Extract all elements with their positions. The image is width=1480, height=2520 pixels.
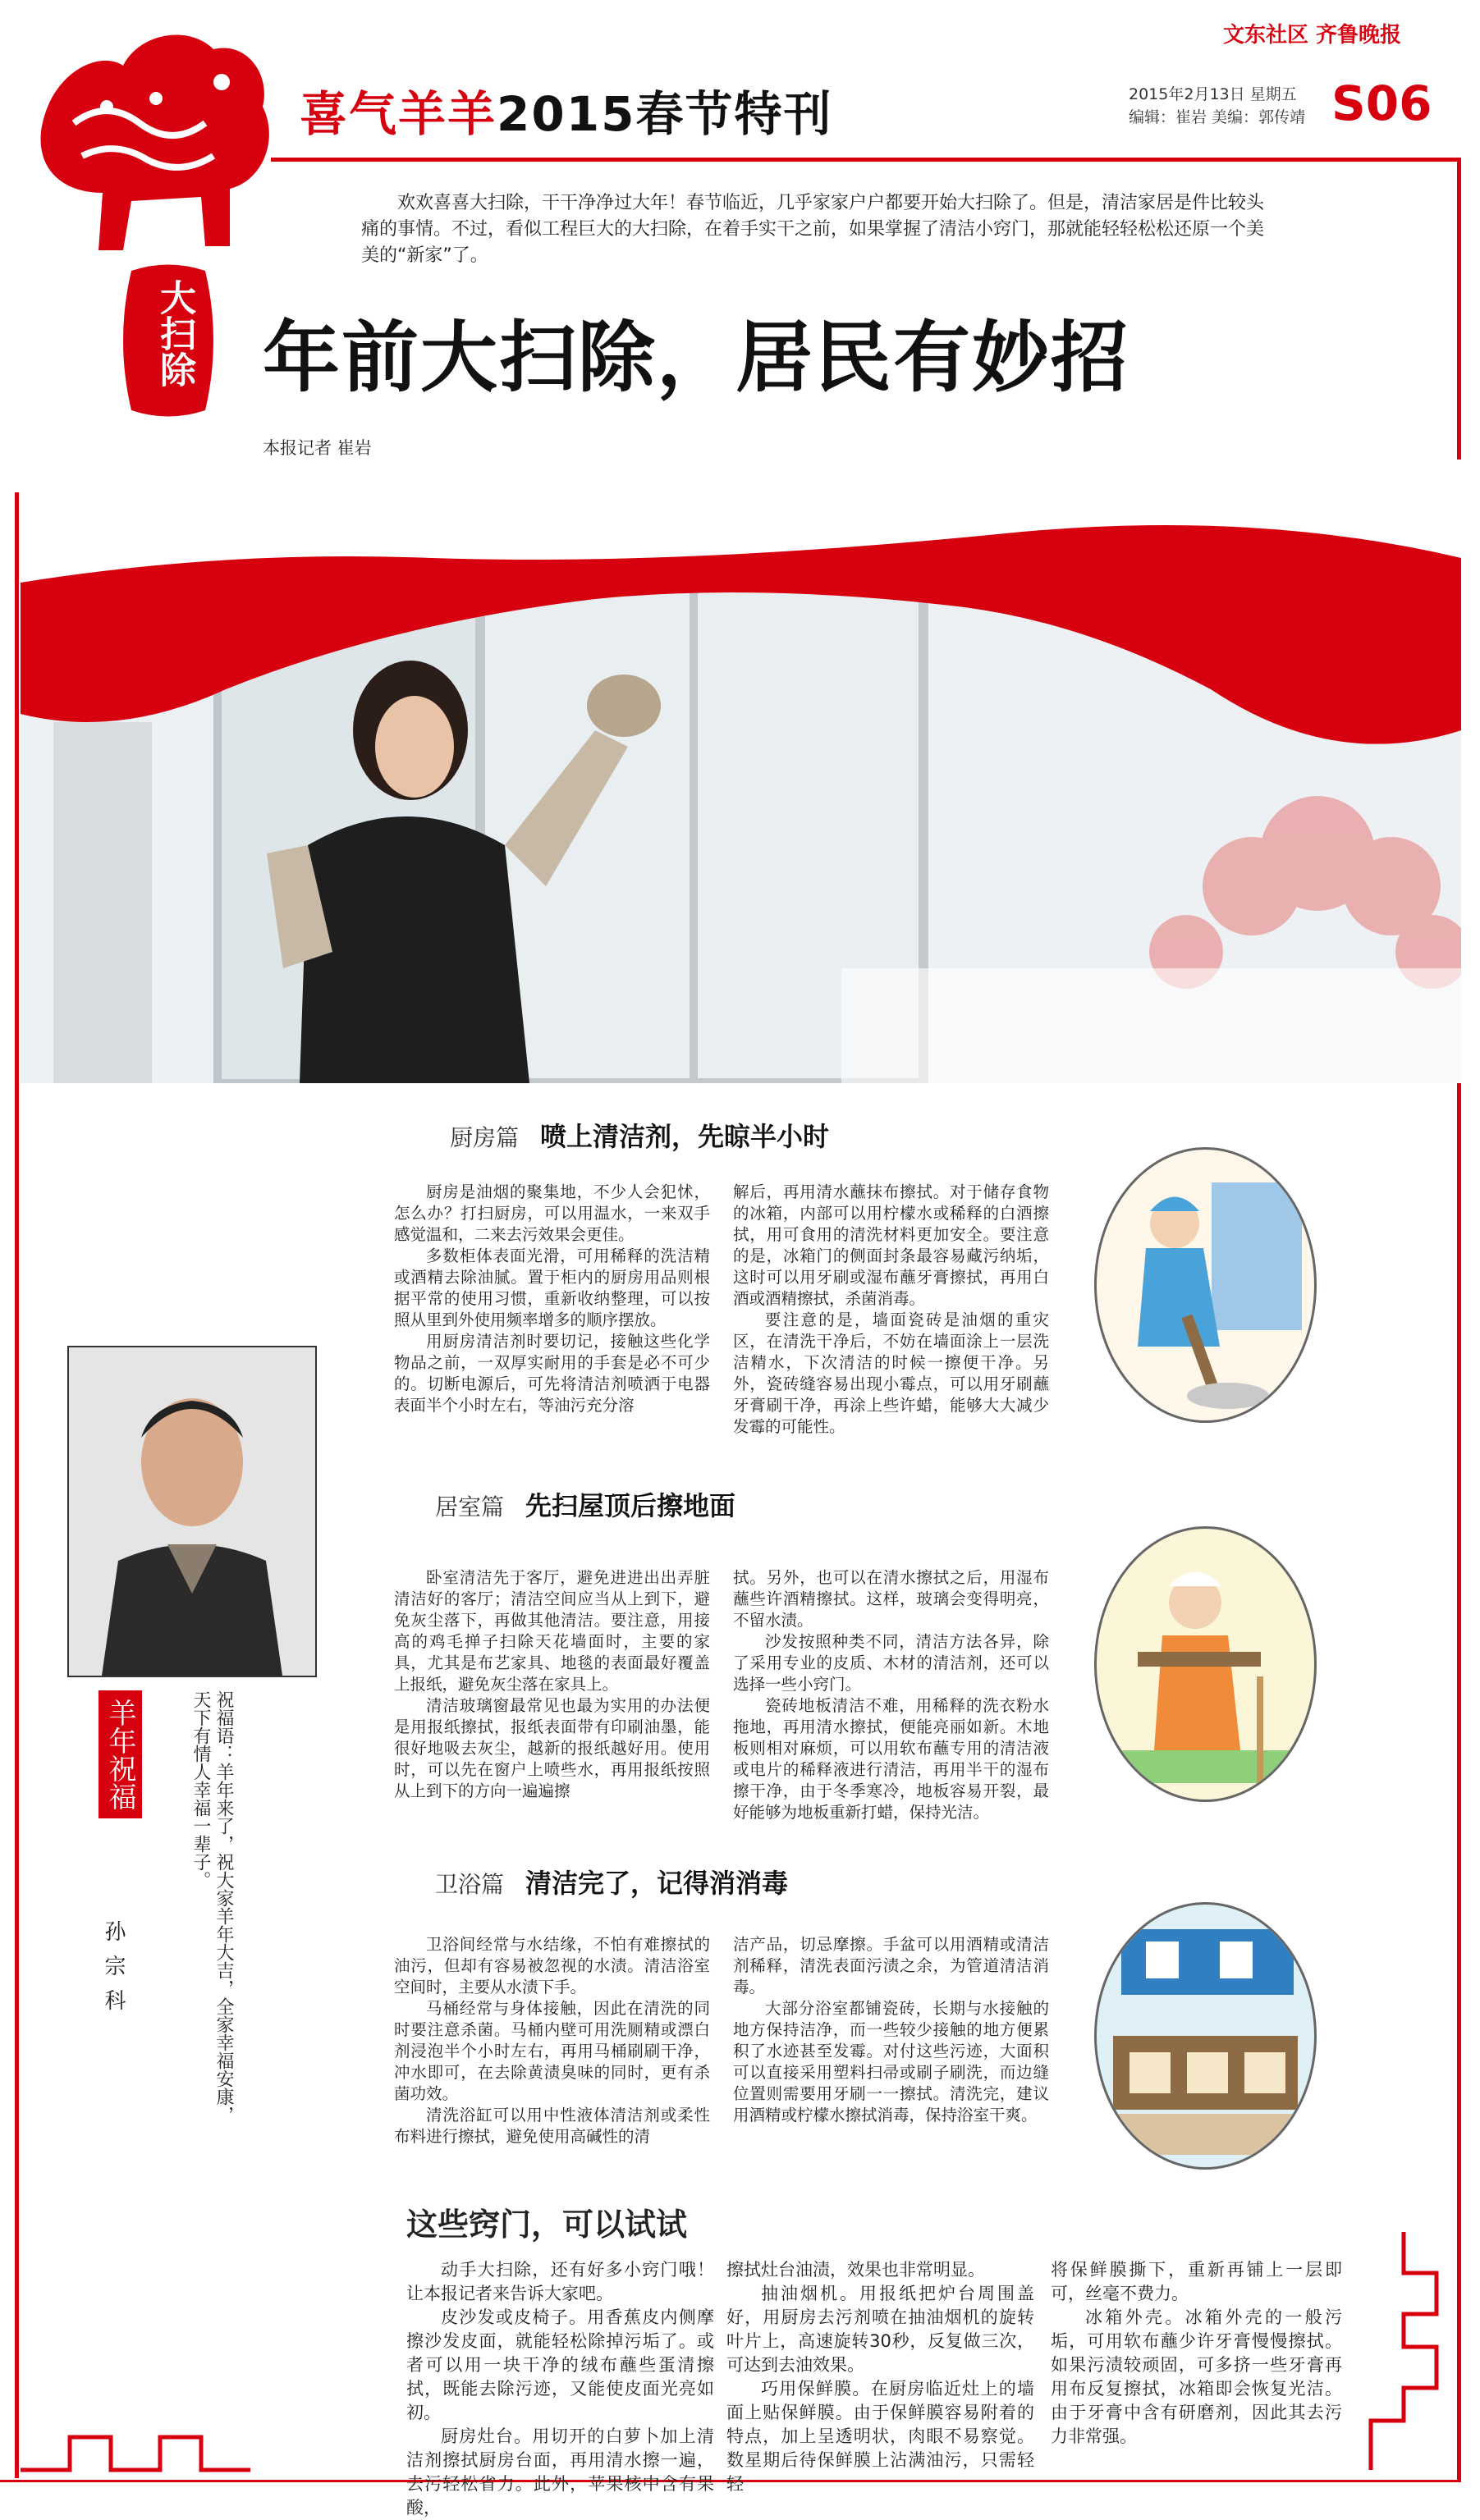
tips-col3 xyxy=(1051,2258,1342,2449)
tips-col1 xyxy=(406,2258,714,2520)
paragraph: 马桶经常与身体接触，因此在清洗的同时要注意杀菌。马桶内壁可用洗厕精或漂白剂浸泡半个小时左右，再用马桶刷刷干净，冲水即可，在去除黄渍臭味的同时，更有杀菌功效。 xyxy=(394,1999,710,2103)
paragraph: 厨房灶台。用切开的白萝卜加上清洁剂擦拭厨房台面，再用清水擦一遍，去污轻松省力。此外，苹果核中含有果酸， xyxy=(406,2426,714,2518)
sidebar-author-name: 孙宗科 xyxy=(101,1920,126,2024)
section-kitchen-col1 xyxy=(394,1182,710,1416)
tips-col2 xyxy=(726,2258,1034,2496)
section-kitchen-title: 喷上清洁剂，先晾半小时 xyxy=(540,1121,830,1152)
banner-year: 2015 xyxy=(497,86,636,142)
paragraph: 卫浴间经常与水结缘，不怕有难擦拭的油污，但却有容易被忽视的水渍。清洁浴室空间时，主要从水渍下手。 xyxy=(394,1935,710,1996)
paragraph: 用厨房清洁剂时要切记，接触这些化学物品之前，一双厚实耐用的手套是必不可少的。切断电源后，可先将清洁剂喷洒于电器表面半个小时左右，等油污充分溶 xyxy=(394,1332,710,1415)
banner-title xyxy=(300,75,832,144)
fret-pattern-icon xyxy=(1363,2216,1453,2478)
paragraph: 清洁玻璃窗最常见也最为实用的办法便是用报纸擦拭，报纸表面带有印刷油墨，能很好地吸去灰尘，越新的报纸越好用。使用时，可以先在窗户上喷些水，再用报纸按照从上到下的方向一遍遍擦 xyxy=(394,1696,710,1800)
paragraph: 多数柜体表面光滑，可用稀释的洗洁精或酒精去除油腻。置于柜内的厨房用品则根据平常的使用习惯，重新收纳整理，可以按照从里到外使用频率增多的顺序摆放。 xyxy=(394,1246,710,1329)
seal-text: 大扫除 xyxy=(153,279,195,387)
section-bathroom-heading xyxy=(435,1863,788,1900)
section-tag: 文东社区 齐鲁晚报 xyxy=(1223,23,1402,48)
paragraph: 巧用保鲜膜。在厨房临近灶上的墙面上贴保鲜膜。由于保鲜膜容易附着的特点，加上呈透明状，肉眼不易察觉。数星期后待保鲜膜上沾满油污，只需轻轻 xyxy=(726,2379,1034,2494)
fret-pattern-bottom-icon xyxy=(21,2380,390,2478)
sidebar-label: 羊年祝福 xyxy=(99,1690,142,1818)
page-frame-top xyxy=(271,158,1461,162)
paragraph: 擦拭灶台油渍，效果也非常明显。 xyxy=(726,2260,985,2280)
tips-title: 这些窍门，可以试试 xyxy=(406,2207,688,2243)
intro-paragraph: 欢欢喜喜大扫除，干干净净过大年！春节临近，几乎家家户户都要开始大扫除了。但是，清洁家居是件比较头痛的事情。不过，看似工程巨大的大扫除，在着手实干之前，如果掌握了清洁小窍门，那就能轻轻松松还原一个美美的“新家”了。 xyxy=(361,193,1265,266)
section-kitchen-category: 厨房篇 xyxy=(450,1124,520,1151)
section-living-col2 xyxy=(733,1567,1049,1823)
bathroom-illustration xyxy=(1094,1902,1317,2170)
kitchen-cleaning-illustration xyxy=(1094,1147,1317,1423)
paragraph: 拭。另外，也可以在清水擦拭之后，用湿布蘸些许酒精擦拭。这样，玻璃会变得明亮，不留水渍。 xyxy=(733,1568,1049,1630)
section-living-title: 先扫屋顶后擦地面 xyxy=(525,1490,736,1521)
banner-red-text: 喜气羊羊 xyxy=(300,86,497,142)
paragraph: 卧室清洁先于客厅，避免进进出出弄脏清洁好的客厅；清洁空间应当从上到下，避免灰尘落下，再做其他清洁。要注意，用接高的鸡毛掸子扫除天花墙面时，主要的家具，尤其是布艺家具、地毯的表面最好覆盖上报纸，避免灰尘落在家具上。 xyxy=(394,1568,710,1694)
page-frame-left xyxy=(15,492,19,2478)
living-room-illustration xyxy=(1094,1526,1317,1802)
page-number: S06 xyxy=(1331,75,1432,131)
section-bathroom-col2 xyxy=(733,1934,1049,2126)
main-photo xyxy=(21,460,1461,1083)
seal-stamp xyxy=(115,263,222,418)
section-living-col1 xyxy=(394,1567,710,1802)
section-living-category: 居室篇 xyxy=(435,1493,505,1521)
paragraph: 动手大扫除，还有好多小窍门哦！让本报记者来告诉大家吧。 xyxy=(406,2260,714,2303)
issue-date: 2015年2月13日 星期五 xyxy=(1129,85,1297,103)
editors-line: 编辑：崔岩 美编：郭传靖 xyxy=(1129,108,1306,126)
section-kitchen-col2 xyxy=(733,1182,1049,1438)
paragraph: 瓷砖地板清洁不难，用稀释的洗衣粉水拖地，再用清水擦拭，便能亮丽如新。木地板则相对麻烦，可以用软布蘸专用的清洁液或电片的稀释液进行清洁，再用半干的湿布擦干净，由于冬季寒冷，地板容易开裂，最好能够为地板重新打蜡，保持光洁。 xyxy=(733,1696,1049,1822)
byline: 本报记者 崔岩 xyxy=(263,438,372,458)
paragraph: 冰箱外壳。冰箱外壳的一般污垢，可用软布蘸少许牙膏慢慢擦拭。如果污渍较顽固，可多挤一些牙膏再用布反复擦拭，冰箱即会恢复光洁。由于牙膏中含有研磨剂，因此其去污力非常强。 xyxy=(1051,2307,1342,2446)
paragraph: 解后，再用清水蘸抹布擦拭。对于储存食物的冰箱，内部可以用柠檬水或稀释的白酒擦拭，用可食用的清洗材料更加安全。要注意的是，冰箱门的侧面封条最容易藏污纳垢，这时可以用牙刷或湿布蘸牙膏擦拭，再用白酒或酒精擦拭，杀菌消毒。 xyxy=(733,1182,1049,1308)
sidebar-greeting: 祝福语：羊年来了，祝大家羊年大吉，全家幸福安康，天下有情人幸福一辈子。 xyxy=(190,1690,234,2124)
paragraph: 抽油烟机。用报纸把炉台周围盖好，用厨房去污剂喷在抽油烟机的旋转叶片上，高速旋转30秒，反复做三次，可达到去油效果。 xyxy=(726,2284,1034,2375)
paragraph: 厨房是油烟的聚集地，不少人会犯怵，怎么办？打扫厨房，可以用温水，一来双手感觉温和，二来去污效果会更佳。 xyxy=(394,1182,710,1244)
portrait-photo xyxy=(67,1346,317,1677)
goat-papercut-icon xyxy=(25,16,287,263)
section-bathroom-title: 清洁完了，记得消消毒 xyxy=(525,1868,789,1899)
section-bathroom-category: 卫浴篇 xyxy=(435,1871,505,1898)
paragraph: 沙发按照种类不同，清洁方法各异，除了采用专业的皮质、木材的清洁剂，还可以选择一些小窍门。 xyxy=(733,1632,1049,1694)
banner-tail: 春节特刊 xyxy=(635,86,833,142)
headline: 年前大扫除，居民有妙招 xyxy=(263,313,1130,403)
section-kitchen-heading xyxy=(450,1116,829,1154)
section-living-heading xyxy=(435,1485,735,1523)
paragraph: 清洗浴缸可以用中性液体清洁剂或柔性布料进行擦拭，避免使用高碱性的清 xyxy=(394,2106,710,2146)
paragraph: 大部分浴室都铺瓷砖，长期与水接触的地方保持洁净，而一些较少接触的地方便累积了水迹甚至发霉。对付这些污迹，大面积可以直接采用塑料扫帚或刷子刷洗，而边缝位置则需要用牙刷一一擦拭。清洗完，建议用酒精或柠檬水擦拭消毒，保持浴室干爽。 xyxy=(733,1999,1049,2124)
paragraph: 洁产品，切忌摩擦。手盆可以用酒精或清洁剂稀释，清洗表面污渍之余，为管道清洁消毒。 xyxy=(733,1935,1049,1996)
section-bathroom-col1 xyxy=(394,1934,710,2147)
paragraph: 将保鲜膜撕下，重新再铺上一层即可，丝毫不费力。 xyxy=(1051,2260,1342,2303)
paragraph: 要注意的是，墙面瓷砖是油烟的重灾区，在清洗干净后，不妨在墙面涂上一层洗洁精水，下次清洁的时候一擦便干净。另外，瓷砖缝容易出现小霉点，可以用牙刷蘸牙膏刷干净，再涂上些许蜡，能够大大减少发霉的可能性。 xyxy=(733,1310,1049,1436)
paragraph: 皮沙发或皮椅子。用香蕉皮内侧摩擦沙发皮面，就能轻松除掉污垢了。或者可以用一块干净的绒布蘸些蛋清擦拭，既能去除污迹，又能使皮面光亮如初。 xyxy=(406,2307,714,2422)
